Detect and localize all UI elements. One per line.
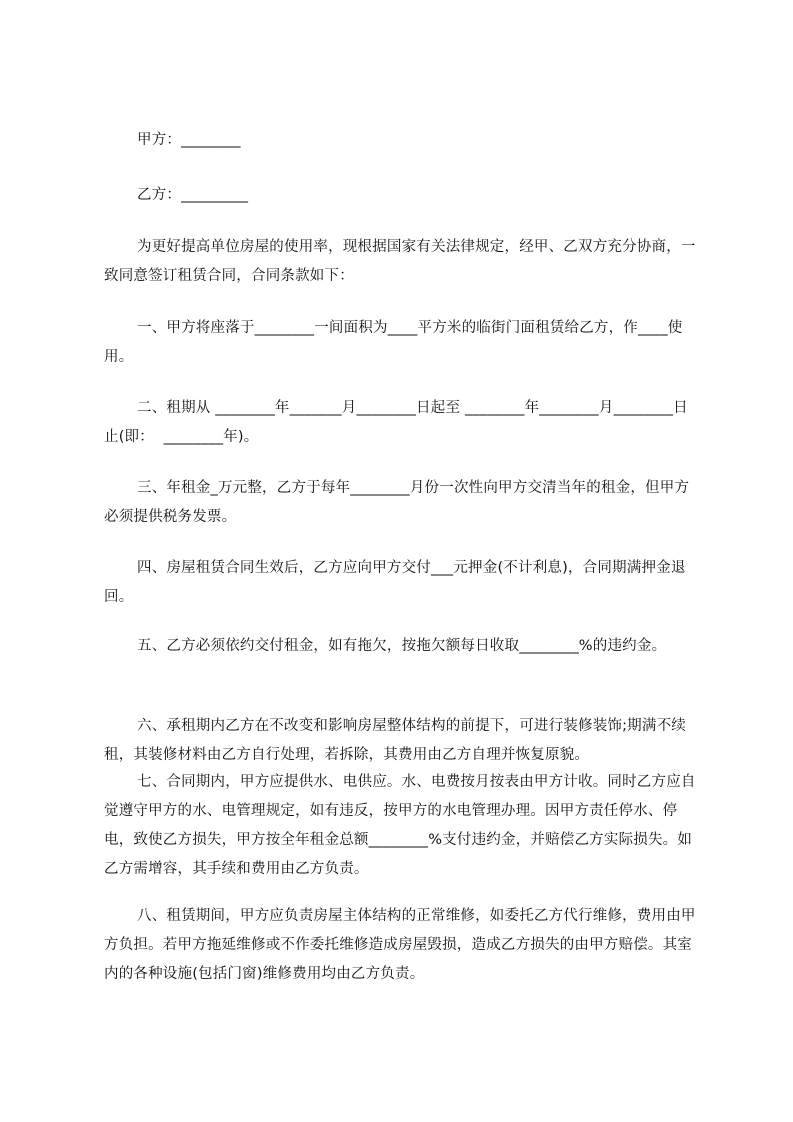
clause-6: 六、承租期内乙方在不改变和影响房屋整体结构的前提下，可进行装修装饰;期满不续租，其装修材料由乙方自行处理，若拆除，其费用由乙方自理并恢复原貌。	[104, 718, 686, 763]
clause-7: 七、合同期内，甲方应提供水、电供应。水、电费按月按表由甲方计收。同时乙方应自觉遵守甲方的水、电管理规定，如有违反，按甲方的水电管理办理。因甲方责任停水、停电，致使乙方损失，甲方按全年租金总额________%支付违约金，并赔偿乙方实际损失。如乙方需增容，其手续和费用由乙方负责。	[104, 774, 696, 877]
intro-paragraph: 为更好提高单位房屋的使用率，现根据国家有关法律规定，经甲、乙双方充分协商，一致同意签订租赁合同，合同条款如下：	[104, 239, 696, 284]
party-a-line: 甲方：________	[137, 132, 241, 148]
clause-5: 五、乙方必须依约交付租金，如有拖欠，按拖欠额每日收取________%的违约金。	[137, 638, 667, 654]
clause-1: 一、甲方将座落于________一间面积为____平方米的临街门面租赁给乙方，作____使用。	[104, 320, 683, 365]
clause-4: 四、房屋租赁合同生效后，乙方应向甲方交付___元押金(不计利息)，合同期满押金退回。	[104, 560, 686, 605]
clause-3: 三、年租金_万元整，乙方于每年________月份一次性向甲方交清当年的租金，但甲方必须提供税务发票。	[104, 480, 690, 525]
clause-8: 八、租赁期间，甲方应负责房屋主体结构的正常维修，如委托乙方代行维修，费用由甲方负担。若甲方拖延维修或不作委托维修造成房屋毁损，造成乙方损失的由甲方赔偿。其室内的各种设施(包括门窗)维修费用均由乙方负责。	[104, 908, 696, 982]
clause-2: 二、租期从 ________年_______月________日起至 ________年________月________日止(即： ________年)。	[104, 400, 688, 445]
party-b-line: 乙方：_________	[137, 187, 249, 203]
